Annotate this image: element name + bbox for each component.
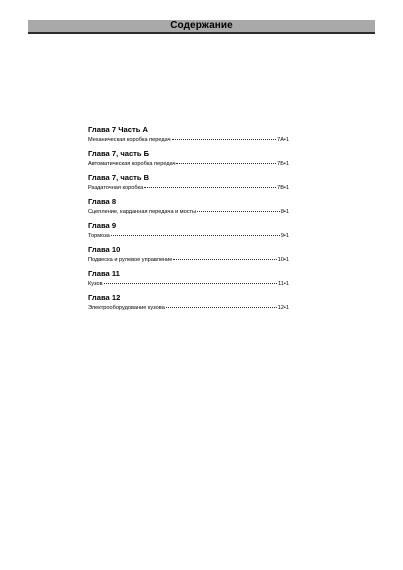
chapter-title: Глава 8 bbox=[88, 197, 117, 206]
entry-label: Подвеска и рулевое управление bbox=[88, 257, 173, 263]
toc-chapter bbox=[88, 269, 289, 288]
entry-page-number: 7В•1 bbox=[277, 185, 289, 191]
entry-label: Раздаточная коробка bbox=[88, 185, 144, 191]
dot-leader bbox=[144, 181, 276, 188]
dot-leader bbox=[166, 301, 277, 308]
chapter-title: Глава 7, часть Б bbox=[88, 149, 150, 158]
dot-leader bbox=[111, 229, 280, 236]
toc-entry[interactable] bbox=[88, 230, 289, 240]
entry-label: Сцепление, карданная передача и мосты bbox=[88, 209, 197, 215]
entry-page-number: 10•1 bbox=[277, 257, 289, 263]
chapter-title: Глава 10 bbox=[88, 245, 121, 254]
toc-chapter bbox=[88, 245, 289, 264]
chapter-title: Глава 11 bbox=[88, 269, 120, 278]
chapter-title: Глава 7 Часть А bbox=[88, 125, 148, 134]
dot-leader bbox=[176, 157, 276, 164]
entry-label: Механическая коробка передач bbox=[88, 137, 171, 143]
chapter-title: Глава 7, часть В bbox=[88, 173, 150, 182]
toc-chapter bbox=[88, 293, 289, 312]
toc-chapter bbox=[88, 221, 289, 240]
entry-page-number: 7Б•1 bbox=[277, 161, 289, 167]
dot-leader bbox=[197, 205, 280, 212]
entry-page-number: 8•1 bbox=[280, 209, 289, 215]
toc-entry[interactable] bbox=[88, 278, 289, 288]
entry-label: Кузов bbox=[88, 281, 103, 287]
chapter-title: Глава 9 bbox=[88, 221, 117, 230]
entry-label: Электрооборудование кузова bbox=[88, 305, 165, 311]
toc-chapter bbox=[88, 173, 289, 192]
toc-entry[interactable] bbox=[88, 158, 289, 168]
entry-page-number: 11•1 bbox=[278, 281, 289, 287]
table-of-contents bbox=[88, 125, 289, 317]
toc-entry[interactable] bbox=[88, 134, 289, 144]
entry-page-number: 7А•1 bbox=[277, 137, 289, 143]
dot-leader bbox=[173, 253, 276, 260]
dot-leader bbox=[104, 277, 277, 284]
entry-label: Тормоза bbox=[88, 233, 110, 239]
dot-leader bbox=[172, 133, 277, 140]
toc-entry[interactable] bbox=[88, 254, 289, 264]
toc-entry[interactable] bbox=[88, 206, 289, 216]
entry-label: Автоматическая коробка передач bbox=[88, 161, 176, 167]
header-bar bbox=[28, 20, 375, 34]
entry-page-number: 12•1 bbox=[277, 305, 289, 311]
page-title: Содержание bbox=[170, 20, 233, 31]
toc-chapter bbox=[88, 125, 289, 144]
toc-entry[interactable] bbox=[88, 182, 289, 192]
toc-chapter bbox=[88, 197, 289, 216]
toc-entry[interactable] bbox=[88, 302, 289, 312]
chapter-title: Глава 12 bbox=[88, 293, 121, 302]
toc-chapter bbox=[88, 149, 289, 168]
entry-page-number: 9•1 bbox=[280, 233, 289, 239]
